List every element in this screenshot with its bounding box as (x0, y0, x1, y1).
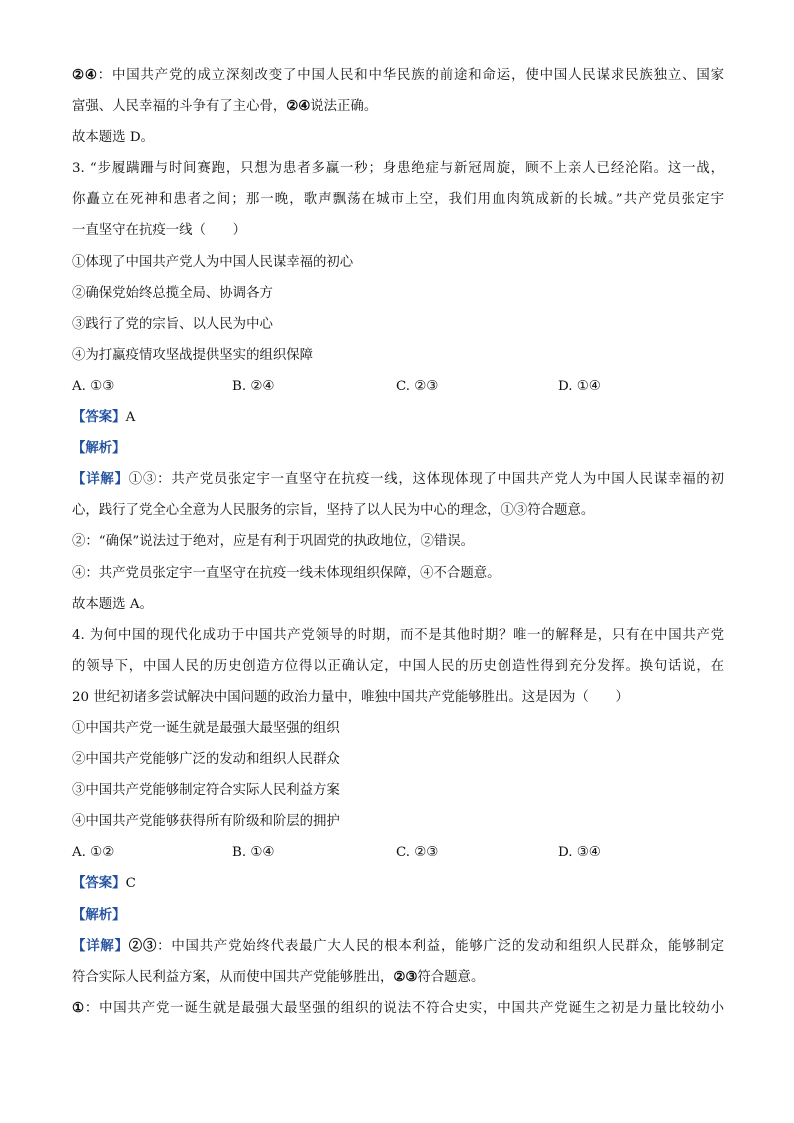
choice-c: C. ②③ (396, 845, 439, 861)
statement-item: ④为打赢疫情攻坚战提供坚实的组织保障 (72, 347, 314, 363)
question-4-stem: 4. 为何中国的现代化成功于中国共产党领导的时期，而不是其他时期？唯一的解释是，只有在中国共产党 (72, 627, 724, 643)
detail-line (72, 464, 724, 495)
answer-line (72, 402, 724, 433)
option-marker: ②③ (128, 937, 158, 954)
analysis-label: 【解析】 (72, 440, 126, 457)
statement-item: ①中国共产党一诞生就是最强大最坚强的组织 (72, 720, 340, 736)
conclusion-line: 故本题选 A。 (72, 596, 153, 612)
detail-line: 心，践行了党全心全意为人民服务的宗旨，坚持了以人民为中心的理念，①③符合题意。 (72, 503, 595, 519)
analysis-line (72, 91, 724, 122)
analysis-line (72, 60, 724, 91)
answer-label: 【答案】 (72, 409, 126, 426)
question-3-stem: 一直坚守在抗疫一线（ ） (72, 223, 247, 239)
analysis-label: 【解析】 (72, 906, 126, 923)
detail-text: ①③：共产党员张定宇一直坚守在抗疫一线，这体现体现了中国共产党人为中国人民谋幸福的初 (128, 472, 724, 488)
document-body (72, 60, 724, 1024)
conclusion-line: 故本题选 D。 (72, 130, 154, 146)
detail-line (72, 962, 724, 993)
detail-text: 符合题意。 (417, 969, 485, 985)
analysis-text: ：中国共产党的成立深刻改变了中国人民和中华民族的前途和命运，使中国人民谋求民族独立、国家 (97, 68, 724, 83)
detail-label: 【详解】 (72, 471, 129, 488)
choice-b: B. ①④ (232, 845, 275, 861)
choice-d: D. ①④ (558, 378, 601, 394)
answer-value: C (125, 876, 136, 892)
question-4-stem: 的领导下，中国人民的历史创造方位得以正确认定，中国人民的历史创造性得到充分发挥。换句话说，在 (72, 658, 724, 674)
answer-value: A (125, 410, 136, 426)
statement-item: ③中国共产党能够制定符合实际人民利益方案 (72, 783, 340, 799)
statement-item: ③践行了党的宗旨、以人民为中心 (72, 316, 273, 332)
answer-label: 【答案】 (72, 875, 126, 892)
detail-label: 【详解】 (72, 937, 129, 954)
option-marker: ②④ (72, 67, 98, 83)
statement-item: ②确保党始终总揽全局、协调各方 (72, 285, 273, 301)
question-3-stem: 你矗立在死神和患者之间；那一晚，歌声飘荡在城市上空，我们用血肉筑成新的长城。”共产党员张定宇 (72, 192, 724, 208)
statement-item: ②中国共产党能够广泛的发动和组织人民群众 (72, 752, 340, 768)
choice-options (72, 837, 724, 868)
choice-b: B. ②④ (232, 378, 275, 394)
analysis-text: 富强、人民幸福的斗争有了主心骨， (72, 99, 287, 115)
choice-a: A. ①② (72, 845, 115, 861)
detail-text: ：中国共产党一诞生就是最强大最坚强的组织的说法不符合史实，中国共产党诞生之初是力量比较幼小 (84, 1000, 724, 1016)
answer-line (72, 868, 724, 899)
detail-line: ④：共产党员张定宇一直坚守在抗疫一线未体现组织保障，④不合题意。 (72, 565, 501, 581)
question-4-stem: 20 世纪初诸多尝试解决中国问题的政治力量中，唯独中国共产党能够胜出。这是因为（ ） (72, 689, 629, 705)
choice-c: C. ②③ (396, 378, 439, 394)
detail-line: ②：“确保”说法过于绝对，应是有利于巩固党的执政地位，②错误。 (72, 534, 475, 550)
detail-line (72, 931, 724, 962)
option-marker: ②④ (286, 98, 311, 115)
choice-a: A. ①③ (72, 378, 115, 394)
detail-text: ：中国共产党始终代表最广大人民的根本利益，能够广泛的发动和组织人民群众，能够制定 (157, 938, 724, 954)
statement-item: ①体现了中国共产党人为中国人民谋幸福的初心 (72, 254, 354, 270)
question-3-stem: 3. “步履蹒跚与时间赛跑，只想为患者多赢一秒；身患绝症与新冠周旋，顾不上亲人已经沦陷。这一战， (72, 161, 724, 177)
analysis-text: 说法正确。 (310, 99, 378, 115)
detail-text: 符合实际人民利益方案，从而使中国共产党能够胜出， (72, 969, 394, 985)
choice-d: D. ③④ (558, 845, 601, 861)
detail-line (72, 993, 724, 1024)
option-marker: ②③ (393, 968, 418, 985)
option-marker: ① (72, 999, 85, 1016)
choice-options (72, 371, 724, 402)
statement-item: ④中国共产党能够获得所有阶级和阶层的拥护 (72, 814, 340, 830)
